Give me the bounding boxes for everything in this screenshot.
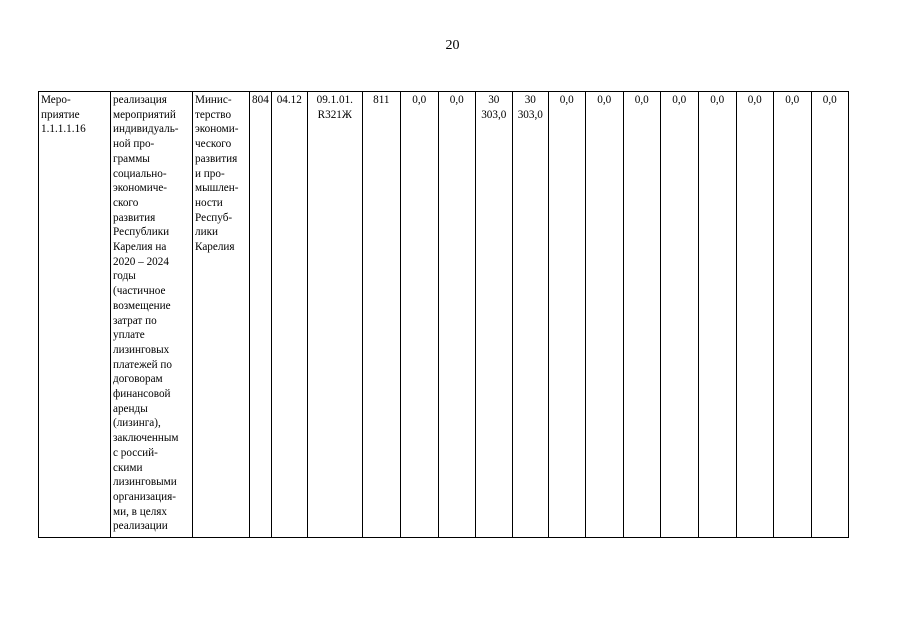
value-line: 0,0 xyxy=(597,94,612,106)
value-line: 0,0 xyxy=(710,94,725,106)
description-line: Республики xyxy=(113,226,170,239)
description-line: лизинговыми xyxy=(113,476,177,489)
description-line: возмещение xyxy=(113,299,171,312)
description-line: социально- xyxy=(113,167,167,180)
description-line: Карелия на xyxy=(113,241,167,254)
activity-line: Меро- xyxy=(41,94,71,106)
value-cell xyxy=(438,92,475,538)
page-number: 20 xyxy=(445,38,460,53)
budget-table xyxy=(38,91,849,538)
value-cell xyxy=(475,92,512,538)
description-line: ского xyxy=(113,196,139,209)
value-line: 303,0 xyxy=(517,108,543,121)
executor-line: развития xyxy=(195,152,238,165)
value-cell xyxy=(660,92,698,538)
value-cell xyxy=(512,92,548,538)
description-line: организация- xyxy=(113,490,176,503)
value-line: 30 xyxy=(488,94,500,106)
description-line: реализация xyxy=(113,94,167,106)
table-row xyxy=(39,92,849,538)
value-line: 30 xyxy=(524,94,536,106)
activity-line: приятие xyxy=(41,108,80,121)
value-line: 303,0 xyxy=(481,108,507,121)
value-cell xyxy=(811,92,848,538)
value-cell xyxy=(698,92,736,538)
value-cell xyxy=(773,92,811,538)
description-line: экономиче- xyxy=(113,182,168,195)
target-article-line: R321Ж xyxy=(317,108,352,121)
value-line: 0,0 xyxy=(672,94,687,106)
value-line: 0,0 xyxy=(559,94,574,106)
description-line: мероприятий xyxy=(113,108,176,121)
value-cell xyxy=(585,92,623,538)
description-line: реализации xyxy=(113,520,168,533)
value-cell xyxy=(736,92,773,538)
description-line: финансовой xyxy=(113,388,171,401)
description-line: (частичное xyxy=(113,285,166,298)
executor-cell xyxy=(193,92,250,538)
description-line: скими xyxy=(113,461,143,474)
executor-line: Респуб- xyxy=(195,211,233,224)
executor-line: и про- xyxy=(195,167,225,180)
description-line: уплате xyxy=(113,329,145,342)
description-line: затрат по xyxy=(113,314,157,327)
description-line: (лизинга), xyxy=(113,417,161,430)
value-cell xyxy=(623,92,660,538)
target-article-line: 09.1.01. xyxy=(316,94,353,106)
value-line: 0,0 xyxy=(822,94,837,106)
executor-line: экономи- xyxy=(195,123,239,136)
executor-line: мышлен- xyxy=(195,182,239,195)
description-line: заключенным xyxy=(113,432,179,445)
description-line: ной про- xyxy=(113,138,155,151)
description-line: платежей по xyxy=(113,358,173,371)
activity-line: 1.1.1.1.16 xyxy=(41,123,86,136)
description-line: с россий- xyxy=(113,446,158,459)
description-line: годы xyxy=(113,270,136,283)
value-cell xyxy=(548,92,585,538)
description-line: граммы xyxy=(113,152,150,165)
description-line: лизинговых xyxy=(113,343,170,356)
executor-line: Минис- xyxy=(195,94,232,106)
executor-line: ности xyxy=(195,196,223,209)
description-line: 2020 – 2024 xyxy=(113,255,169,268)
description-line: развития xyxy=(113,211,156,224)
description-line: индивидуаль- xyxy=(113,123,179,136)
value-line: 0,0 xyxy=(747,94,762,106)
description-line: договорам xyxy=(113,373,163,386)
value-cell xyxy=(400,92,438,538)
section-cell: 04.12 xyxy=(271,92,307,538)
grbs-cell: 804 xyxy=(250,92,272,538)
executor-line: лики xyxy=(195,226,218,239)
value-line: 0,0 xyxy=(634,94,649,106)
value-line: 0,0 xyxy=(785,94,800,106)
expense-type-cell: 811 xyxy=(362,92,400,538)
value-line: 0,0 xyxy=(412,94,427,106)
executor-line: Карелия xyxy=(195,241,235,254)
activity-cell xyxy=(39,92,111,538)
description-line: ми, в целях xyxy=(113,505,168,518)
target-article-cell xyxy=(307,92,362,538)
executor-line: ческого xyxy=(195,138,232,151)
value-line: 0,0 xyxy=(449,94,464,106)
description-line: аренды xyxy=(113,402,148,415)
description-cell xyxy=(111,92,193,538)
executor-line: терство xyxy=(195,108,232,121)
